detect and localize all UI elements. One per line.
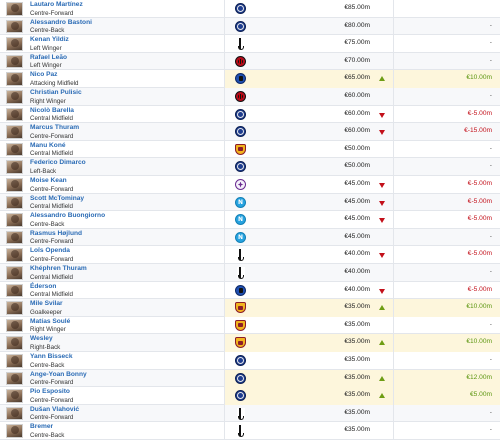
column-divider bbox=[224, 106, 225, 124]
player-avatar[interactable] bbox=[6, 196, 23, 210]
player-name-link[interactable]: Loïs Openda bbox=[30, 247, 70, 255]
market-value[interactable]: €40.00m bbox=[344, 285, 370, 293]
roma-crest-icon[interactable] bbox=[235, 144, 246, 155]
column-divider bbox=[393, 246, 394, 264]
player-position: Central Midfield bbox=[30, 203, 73, 211]
milan-crest-icon[interactable] bbox=[235, 91, 246, 102]
value-change: €-5.00m bbox=[467, 285, 492, 293]
column-divider bbox=[393, 211, 394, 229]
player-name-link[interactable]: Mile Svilar bbox=[30, 300, 63, 308]
column-divider bbox=[224, 246, 225, 264]
player-name-link[interactable]: Wesley bbox=[30, 335, 53, 343]
table-row bbox=[0, 53, 500, 71]
trend-up-icon bbox=[379, 393, 385, 398]
player-name-link[interactable]: Moise Kean bbox=[30, 177, 67, 184]
juventus-crest-icon[interactable] bbox=[237, 249, 245, 260]
value-change: €-5.00m bbox=[467, 215, 492, 223]
player-name-link[interactable]: Matías Soulé bbox=[30, 317, 71, 325]
player-name-link[interactable]: Pio Esposito bbox=[30, 388, 70, 396]
player-name-link[interactable]: Ange-Yoan Bonny bbox=[30, 370, 87, 378]
column-divider bbox=[224, 53, 225, 71]
column-divider bbox=[224, 422, 225, 440]
juventus-crest-icon[interactable] bbox=[237, 408, 245, 419]
column-divider bbox=[393, 282, 394, 300]
column-divider bbox=[393, 0, 394, 18]
table-row bbox=[0, 282, 500, 300]
player-avatar[interactable] bbox=[6, 407, 23, 421]
player-position: Central Midfield bbox=[30, 273, 73, 281]
player-avatar[interactable] bbox=[6, 72, 23, 86]
table-row bbox=[0, 264, 500, 282]
value-change: - bbox=[489, 426, 492, 434]
column-divider bbox=[224, 334, 225, 352]
column-divider bbox=[224, 0, 225, 18]
column-divider bbox=[224, 35, 225, 53]
table-row bbox=[0, 299, 500, 317]
market-value[interactable]: €45.00m bbox=[344, 232, 370, 240]
juventus-crest-icon[interactable] bbox=[237, 425, 245, 436]
market-value[interactable]: €35.00m bbox=[344, 338, 370, 346]
value-change: €-5.00m bbox=[467, 197, 492, 205]
value-change: €5.00m bbox=[470, 391, 492, 399]
table-row bbox=[0, 158, 500, 176]
value-change: - bbox=[489, 39, 492, 47]
trend-up-icon bbox=[379, 340, 385, 345]
player-position: Central Midfield bbox=[30, 150, 73, 158]
column-divider bbox=[393, 35, 394, 53]
market-value[interactable]: €60.00m bbox=[344, 127, 370, 135]
inter-crest-icon[interactable] bbox=[235, 355, 246, 366]
table-row bbox=[0, 334, 500, 352]
player-avatar[interactable] bbox=[6, 143, 23, 157]
player-name-link[interactable]: Rafael Leão bbox=[30, 53, 68, 61]
table-row bbox=[0, 141, 500, 159]
value-change: - bbox=[489, 92, 492, 99]
player-position: Right Winger bbox=[30, 97, 66, 105]
market-value[interactable]: €40.00m bbox=[344, 268, 370, 275]
player-name-link[interactable]: Kenan Yildiz bbox=[30, 36, 69, 44]
column-divider bbox=[224, 141, 225, 159]
column-divider bbox=[393, 299, 394, 317]
player-name-link[interactable]: Federico Dimarco bbox=[30, 159, 86, 167]
column-divider bbox=[224, 299, 225, 317]
market-value[interactable]: €35.00m bbox=[344, 408, 370, 416]
value-change: €-5.00m bbox=[467, 180, 492, 187]
column-divider bbox=[393, 370, 394, 388]
player-name-link[interactable]: Manu Koné bbox=[30, 141, 66, 149]
player-name-link[interactable]: Lautaro Martínez bbox=[30, 1, 83, 8]
value-change: - bbox=[489, 232, 492, 240]
table-row bbox=[0, 229, 500, 247]
player-name-link[interactable]: Scott McTominay bbox=[30, 194, 85, 202]
column-divider bbox=[224, 158, 225, 176]
value-change: - bbox=[489, 56, 492, 64]
player-avatar[interactable] bbox=[6, 284, 23, 298]
market-value[interactable]: €35.00m bbox=[344, 426, 370, 434]
market-value[interactable]: €40.00m bbox=[344, 250, 370, 258]
player-avatar[interactable] bbox=[6, 213, 23, 227]
juventus-crest-icon[interactable] bbox=[237, 267, 245, 278]
inter-crest-icon[interactable] bbox=[235, 126, 246, 137]
player-position: Centre-Back bbox=[30, 27, 65, 35]
value-change: €-15.00m bbox=[464, 127, 492, 135]
player-avatar[interactable] bbox=[6, 301, 23, 315]
player-position: Centre-Forward bbox=[30, 379, 74, 387]
player-position: Centre-Back bbox=[30, 220, 65, 228]
value-change: - bbox=[489, 21, 492, 29]
market-value[interactable]: €60.00m bbox=[344, 92, 370, 99]
market-value[interactable]: €45.00m bbox=[344, 197, 370, 205]
market-value[interactable]: €45.00m bbox=[344, 215, 370, 223]
trend-up-icon bbox=[379, 376, 385, 381]
player-position: Centre-Back bbox=[30, 361, 65, 369]
napoli-crest-icon[interactable] bbox=[235, 232, 246, 243]
value-change: - bbox=[489, 162, 492, 170]
player-name-link[interactable]: Alessandro Buongiorno bbox=[30, 212, 106, 220]
column-divider bbox=[224, 229, 225, 247]
column-divider bbox=[224, 18, 225, 36]
market-value[interactable]: €50.00m bbox=[344, 162, 370, 170]
player-avatar[interactable] bbox=[6, 160, 23, 174]
player-position: Central Midfield bbox=[30, 291, 73, 299]
trend-up-icon bbox=[379, 305, 385, 310]
column-divider bbox=[393, 422, 394, 440]
player-position: Goalkeeper bbox=[30, 308, 62, 316]
player-name-link[interactable]: Yann Bisseck bbox=[30, 353, 73, 360]
column-divider bbox=[224, 176, 225, 194]
column-divider bbox=[224, 88, 225, 106]
player-position: Central Midfield bbox=[30, 115, 73, 123]
player-name-link[interactable]: Marcus Thuram bbox=[30, 124, 80, 132]
value-change: - bbox=[489, 144, 492, 152]
inter-crest-icon[interactable] bbox=[235, 161, 246, 172]
column-divider bbox=[224, 264, 225, 282]
column-divider bbox=[393, 194, 394, 212]
player-position: Centre-Forward bbox=[30, 9, 74, 17]
column-divider bbox=[393, 317, 394, 335]
trend-down-icon bbox=[379, 183, 385, 188]
table-row bbox=[0, 194, 500, 212]
column-divider bbox=[393, 18, 394, 36]
table-row bbox=[0, 370, 500, 388]
market-value[interactable]: €35.00m bbox=[344, 391, 370, 399]
column-divider bbox=[393, 53, 394, 71]
value-change: - bbox=[489, 320, 492, 328]
market-value[interactable]: €35.00m bbox=[344, 320, 370, 328]
column-divider bbox=[393, 176, 394, 194]
player-avatar[interactable] bbox=[6, 37, 23, 51]
player-avatar[interactable] bbox=[6, 108, 23, 122]
column-divider bbox=[224, 211, 225, 229]
column-divider bbox=[224, 387, 225, 405]
column-divider bbox=[393, 70, 394, 88]
player-avatar[interactable] bbox=[6, 354, 23, 368]
napoli-crest-icon[interactable] bbox=[235, 214, 246, 225]
table-row bbox=[0, 70, 500, 88]
table-row bbox=[0, 352, 500, 370]
value-change: €10.00m bbox=[466, 74, 492, 82]
column-divider bbox=[224, 123, 225, 141]
player-position: Centre-Forward bbox=[30, 132, 74, 140]
table-row bbox=[0, 317, 500, 335]
player-avatar[interactable] bbox=[6, 20, 23, 34]
player-name-link[interactable]: Nico Paz bbox=[30, 71, 58, 79]
trend-down-icon bbox=[379, 289, 385, 294]
player-position: Right-Back bbox=[30, 343, 61, 351]
market-value[interactable]: €65.00m bbox=[344, 74, 370, 82]
player-name-link[interactable]: Éderson bbox=[30, 282, 57, 290]
market-value[interactable]: €35.00m bbox=[344, 356, 370, 363]
player-avatar[interactable] bbox=[6, 389, 23, 403]
market-value[interactable]: €45.00m bbox=[344, 180, 370, 187]
inter-crest-icon[interactable] bbox=[235, 373, 246, 384]
trend-down-icon bbox=[379, 253, 385, 258]
column-divider bbox=[224, 282, 225, 300]
trend-down-icon bbox=[379, 218, 385, 223]
trend-down-icon bbox=[379, 113, 385, 118]
player-avatar[interactable] bbox=[6, 2, 23, 16]
column-divider bbox=[393, 405, 394, 423]
player-avatar[interactable] bbox=[6, 231, 23, 245]
milan-crest-icon[interactable] bbox=[235, 56, 246, 67]
table-row bbox=[0, 405, 500, 423]
trend-up-icon bbox=[379, 76, 385, 81]
column-divider bbox=[393, 264, 394, 282]
player-position: Attacking Midfield bbox=[30, 79, 79, 87]
player-position: Centre-Forward bbox=[30, 255, 74, 263]
table-row bbox=[0, 88, 500, 106]
fiorentina-crest-icon[interactable] bbox=[235, 179, 246, 190]
player-name-link[interactable]: Khéphren Thuram bbox=[30, 265, 87, 272]
table-row bbox=[0, 35, 500, 53]
column-divider bbox=[393, 158, 394, 176]
juventus-crest-icon[interactable] bbox=[237, 38, 245, 49]
trend-down-icon bbox=[379, 201, 385, 206]
table-row bbox=[0, 0, 500, 18]
table-row bbox=[0, 387, 500, 405]
column-divider bbox=[224, 317, 225, 335]
column-divider bbox=[393, 352, 394, 370]
player-name-link[interactable]: Bremer bbox=[30, 423, 54, 431]
column-divider bbox=[393, 141, 394, 159]
table-row bbox=[0, 422, 500, 440]
roma-crest-icon[interactable] bbox=[235, 320, 246, 331]
player-position: Left-Back bbox=[30, 167, 57, 175]
player-name-link[interactable]: Rasmus Højlund bbox=[30, 229, 83, 237]
inter-crest-icon[interactable] bbox=[235, 3, 246, 14]
value-change: €10.00m bbox=[466, 303, 492, 311]
table-row bbox=[0, 211, 500, 229]
market-value[interactable]: €35.00m bbox=[344, 303, 370, 311]
value-change: - bbox=[489, 356, 492, 363]
market-value[interactable]: €85.00m bbox=[344, 4, 370, 11]
player-position: Left Winger bbox=[30, 62, 62, 70]
player-avatar[interactable] bbox=[6, 319, 23, 333]
player-avatar[interactable] bbox=[6, 248, 23, 262]
value-change: €-5.00m bbox=[467, 109, 492, 117]
player-name-link[interactable]: Alessandro Bastoni bbox=[30, 18, 92, 26]
player-name-link[interactable]: Dušan Vlahović bbox=[30, 405, 80, 413]
value-change: €-5.00m bbox=[467, 250, 492, 258]
player-avatar[interactable] bbox=[6, 336, 23, 350]
table-row bbox=[0, 106, 500, 124]
column-divider bbox=[393, 106, 394, 124]
player-avatar[interactable] bbox=[6, 178, 23, 192]
player-avatar[interactable] bbox=[6, 424, 23, 438]
market-value[interactable]: €75.00m bbox=[344, 39, 370, 47]
value-change: €10.00m bbox=[466, 338, 492, 346]
value-change: €12.00m bbox=[466, 373, 492, 381]
player-position: Left Winger bbox=[30, 44, 62, 52]
column-divider bbox=[224, 352, 225, 370]
player-name-link[interactable]: Christian Pulisic bbox=[30, 89, 82, 96]
column-divider bbox=[224, 194, 225, 212]
player-position: Centre-Forward bbox=[30, 414, 74, 422]
value-change: - bbox=[489, 408, 492, 416]
market-value[interactable]: €35.00m bbox=[344, 373, 370, 381]
player-avatar[interactable] bbox=[6, 55, 23, 69]
player-position: Centre-Forward bbox=[30, 238, 74, 246]
player-position: Right Winger bbox=[30, 326, 66, 334]
player-position: Centre-Forward bbox=[30, 396, 74, 404]
inter-crest-icon[interactable] bbox=[235, 21, 246, 32]
column-divider bbox=[393, 387, 394, 405]
market-value[interactable]: €70.00m bbox=[344, 56, 370, 64]
column-divider bbox=[393, 123, 394, 141]
player-avatar[interactable] bbox=[6, 125, 23, 139]
player-name-link[interactable]: Nicolò Barella bbox=[30, 106, 74, 114]
player-avatar[interactable] bbox=[6, 90, 23, 104]
player-avatar[interactable] bbox=[6, 372, 23, 386]
market-value[interactable]: €60.00m bbox=[344, 109, 370, 117]
market-value[interactable]: €80.00m bbox=[344, 21, 370, 29]
column-divider bbox=[393, 229, 394, 247]
table-row bbox=[0, 123, 500, 141]
atalanta-crest-icon[interactable] bbox=[235, 285, 246, 296]
player-position: Centre-Back bbox=[30, 431, 65, 439]
value-change: - bbox=[489, 268, 492, 275]
column-divider bbox=[224, 370, 225, 388]
market-value[interactable]: €50.00m bbox=[344, 144, 370, 152]
inter-crest-icon[interactable] bbox=[235, 109, 246, 120]
column-divider bbox=[393, 334, 394, 352]
table-row bbox=[0, 176, 500, 194]
column-divider bbox=[393, 88, 394, 106]
table-row bbox=[0, 18, 500, 36]
column-divider bbox=[224, 70, 225, 88]
column-divider bbox=[224, 405, 225, 423]
napoli-crest-icon[interactable] bbox=[235, 197, 246, 208]
trend-down-icon bbox=[379, 130, 385, 135]
player-avatar[interactable] bbox=[6, 266, 23, 280]
table-row bbox=[0, 246, 500, 264]
player-position: Centre-Forward bbox=[30, 185, 74, 193]
